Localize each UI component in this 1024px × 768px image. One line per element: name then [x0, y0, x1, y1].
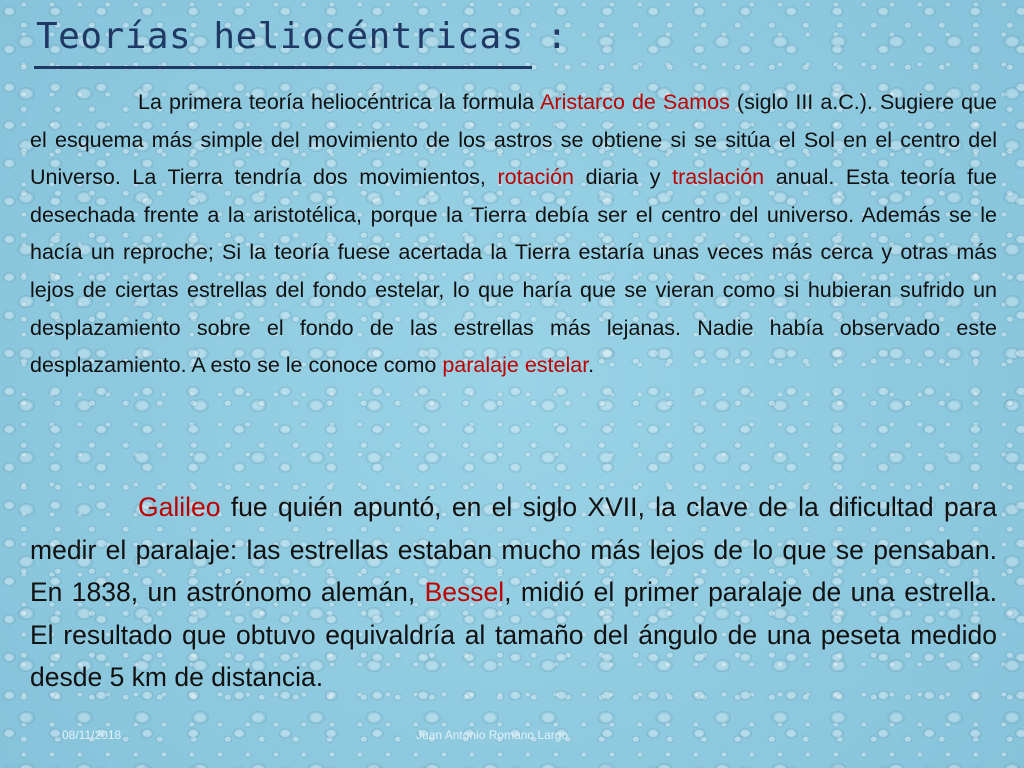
- title-underline: [34, 66, 532, 69]
- highlight-aristarco: Aristarco de Samos: [540, 90, 730, 114]
- paragraph-aristarco: [30, 84, 997, 385]
- text-segment: (siglo III a.C.). Sugiere que el esquema más simple del movimiento de los astros se obtiene si se sitúa el Sol en el centro del Universo. La Tierra tendría dos movimientos,: [30, 90, 997, 190]
- slide-title: Teorías heliocéntricas :: [36, 16, 569, 57]
- highlight-traslacion: traslación: [672, 165, 765, 190]
- text-segment: diaria y: [574, 165, 673, 190]
- text-segment: .: [588, 353, 595, 378]
- text-segment: , midió el primer paralaje de una estrella. El resultado que obtuvo equivaldría al tamaño del ángulo de una peseta medido desde 5 km de distancia.: [30, 577, 997, 692]
- text-segment: La primera teoría heliocéntrica la formula: [138, 90, 541, 114]
- footer-author: Juan Antonio Romano Largo: [416, 728, 569, 742]
- highlight-paralaje-estelar: paralaje estelar: [442, 353, 589, 378]
- highlight-galileo: Galileo: [138, 492, 221, 522]
- footer-date: 08/11/2018: [62, 728, 122, 742]
- highlight-rotacion: rotación: [497, 165, 574, 190]
- text-segment: anual. Esta teoría fue desechada frente a la aristotélica, porque la Tierra debía ser el centro del universo. Además se le hacía un reproche; Si la teoría fuese acertada la Tierra estaría unas veces más cerca y otras más lejos de ciertas estrellas del fondo estelar, lo que haría que se vieran como si hubieran sufrido un desplazamiento sobre el fondo de las estrellas más lejanas. Nadie había observado este desplazamiento. A esto se le conoce como: [30, 165, 997, 378]
- paragraph-galileo: [30, 486, 997, 699]
- text-segment: fue quién apuntó, en el siglo XVII, la clave de la dificultad para medir el paralaje: las estrellas estaban mucho más lejos de lo que se pensaban. En 1838, un astrónomo alemán,: [30, 492, 997, 607]
- highlight-bessel: Bessel: [424, 577, 505, 607]
